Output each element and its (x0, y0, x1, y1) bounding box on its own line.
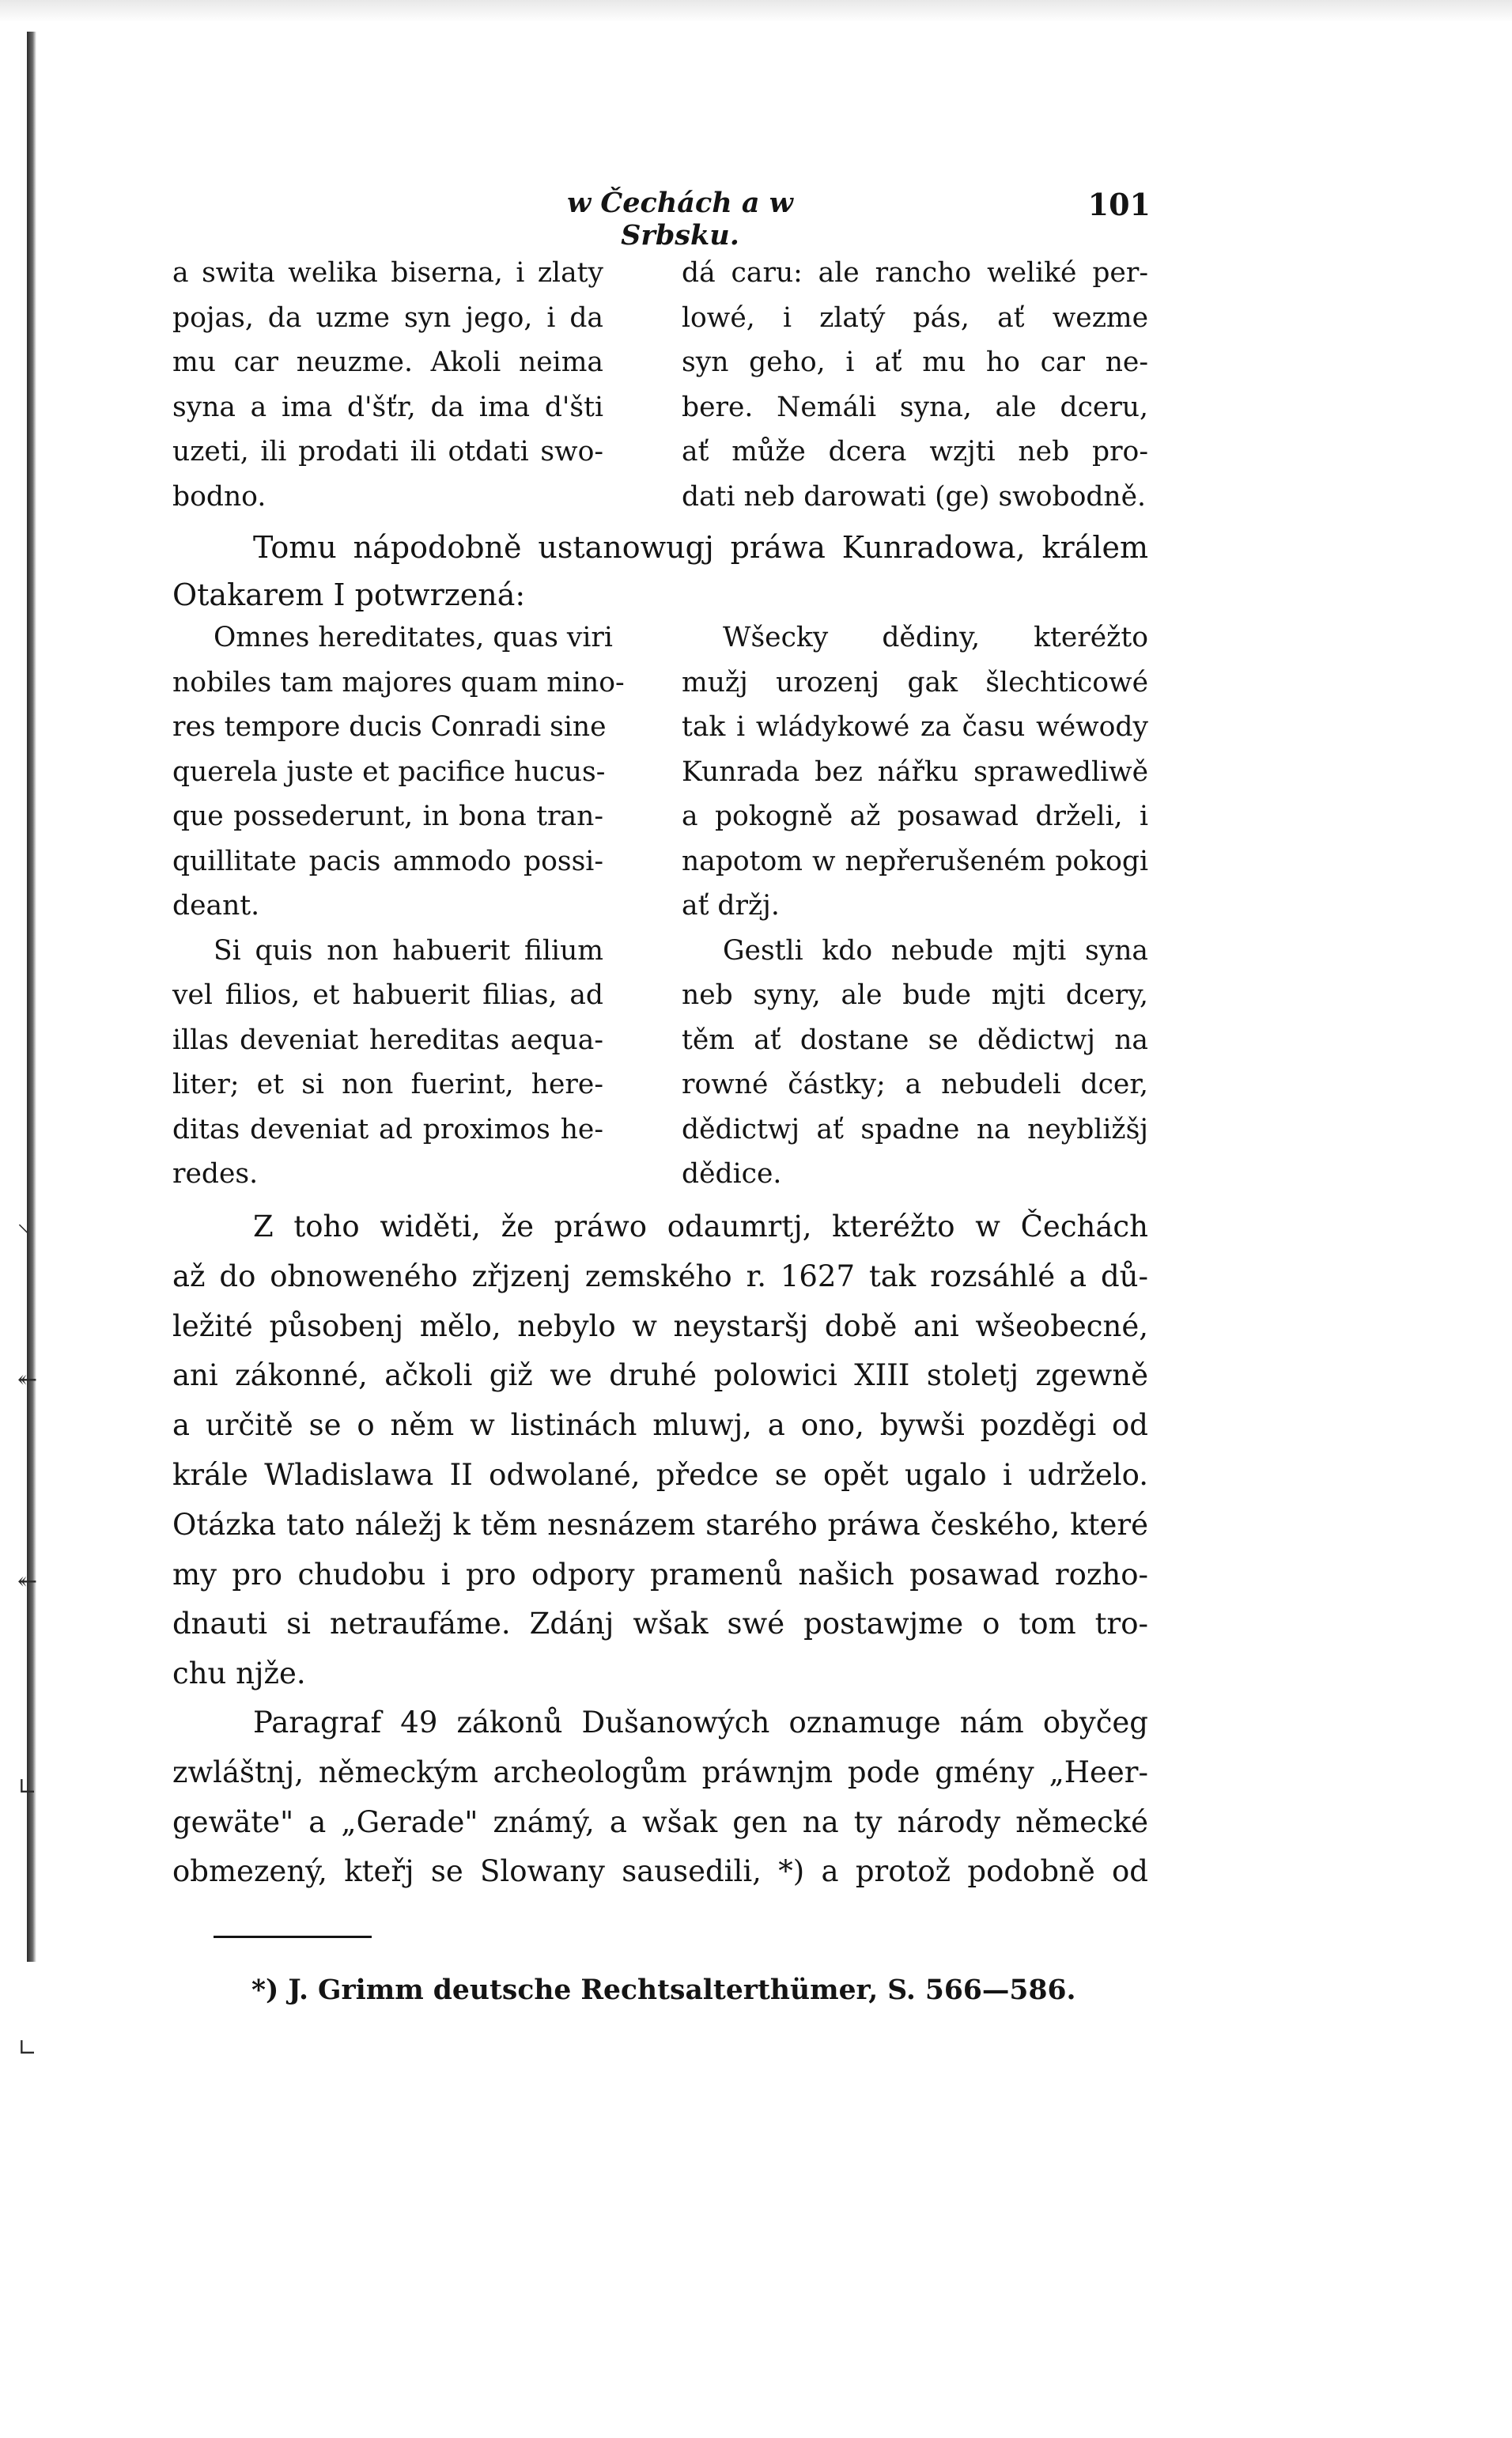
text-line: redes. (172, 1158, 259, 1190)
text-line: dědictwj ať spadne na neybližšj (682, 1113, 1148, 1145)
text-line: liter; et si non fuerint, here- (172, 1069, 603, 1100)
scan-left-edge (27, 32, 36, 1962)
text-line: ditas deveniat ad proximos he- (172, 1113, 603, 1145)
text-line: querela juste et pacifice hucus- (172, 755, 606, 788)
section1-czech-text (682, 251, 1148, 519)
intro-paragraph (172, 524, 1148, 619)
text-line: vel filios, et habuerit filias, ad (172, 979, 603, 1011)
text-line: lowé, i zlatý pás, ať wezme (682, 301, 1148, 334)
text-line: chu njže. (172, 1656, 306, 1691)
section2-czech-text (682, 615, 1148, 1197)
page-header (0, 187, 1512, 252)
text-line: nobiles tam majores quam mino- (172, 666, 625, 698)
scan-top-shadow (0, 0, 1512, 22)
text-line: Otázka tato náležj k těm nesnázem starého práwa českého, které (172, 1507, 1148, 1542)
text-line: rowné částky; a nebudeli dcer, (682, 1069, 1148, 1100)
text-line: Kunrada bez nářku sprawedliwě (682, 755, 1148, 788)
text-line: ať může dcera wzjti neb pro- (682, 436, 1148, 468)
text-line: mužj urozenj gak šlechticowé (682, 666, 1148, 698)
text-line: a určitě se o něm w listinách mluwj, a ono, bywši pozděgi od (172, 1408, 1148, 1443)
text-line: těm ať dostane se dědictwj na (682, 1024, 1148, 1056)
text-line: a swita welika biserna, i zlaty (172, 257, 603, 289)
text-line: ať držj. (682, 890, 780, 922)
scan-artifact-mark: ↞ (17, 1366, 38, 1394)
text-line: pojas, da uzme syn jego, i da (172, 301, 603, 334)
text-line: Omnes hereditates, quas viri (214, 622, 613, 653)
text-line: res tempore ducis Conradi sine (172, 711, 607, 743)
text-line: napotom w nepřerušeném pokogi (682, 845, 1148, 877)
section2-latin-text (172, 615, 625, 1197)
text-line: obmezený, kteřj se Slowany sausedili, *) a protož podobně od (172, 1854, 1148, 1889)
scan-artifact-mark: ↞ (17, 1568, 38, 1596)
text-line: neb syny, ale bude mjti dcery, (682, 979, 1148, 1011)
text-line: až do obnoweného zřjzenj zemského r. 1627 tak rozsáhlé a dů- (172, 1259, 1148, 1293)
text-line: deant. (172, 890, 260, 922)
scan-artifact-mark: ∟ (17, 1774, 38, 1801)
page-number: 101 (1087, 187, 1151, 222)
text-line: que possederunt, in bona tran- (172, 801, 603, 832)
text-line: syna a ima d'šťr, da ima d'šti (172, 391, 603, 423)
scan-artifact-mark: ∟ (17, 2035, 38, 2062)
body-paragraph-2 (172, 1698, 1148, 1897)
text-line: Si quis non habuerit filium (214, 934, 603, 967)
text-line: my pro chudobu i pro odpory pramenů našich posawad rozho- (172, 1557, 1148, 1592)
text-line: ani zákonné, ačkoli giž we druhé polowici XIII stoletj zgewně (172, 1358, 1148, 1393)
text-line: zwláštnj, německým archeologům práwnjm pode gmény „Heer- (172, 1755, 1148, 1789)
text-line: Gestli kdo nebude mjti syna (723, 934, 1148, 967)
text-line: Tomu nápodobně ustanowugj práwa Kunradowa, králem (253, 530, 1148, 565)
scan-artifact-mark: ⸌ (17, 1220, 29, 1247)
text-line: bere. Nemáli syna, ale dceru, (682, 391, 1148, 423)
text-line: dá caru: ale rancho weliké per- (682, 257, 1148, 289)
text-line: dati neb darowati (ge) swobodně. (682, 480, 1147, 513)
running-title: w Čechách a w Srbsku. (567, 187, 793, 252)
text-line: quillitate pacis ammodo possi- (172, 845, 603, 877)
text-line: dnauti si netraufáme. Zdánj wšak swé postawjme o tom tro- (172, 1607, 1148, 1641)
text-line: krále Wladislawa II odwolané, předce se opět ugalo i udrželo. (172, 1457, 1148, 1492)
text-line: Paragraf 49 zákonů Dušanowých oznamuge nám obyčeg (253, 1705, 1148, 1740)
text-line: a pokogně až posawad drželi, i (682, 801, 1148, 832)
text-line: dědice. (682, 1158, 782, 1190)
body-paragraph-1 (172, 1202, 1148, 1699)
text-line: ležité působenj mělo, nebylo w neystaršj době ani wšeobecné, (172, 1308, 1148, 1343)
footnote-separator (214, 1936, 372, 1938)
text-line: gewäte" a „Gerade" známý, a wšak gen na ty národy německé (172, 1804, 1148, 1839)
text-line: uzeti, ili prodati ili otdati swo- (172, 436, 603, 468)
text-line: syn geho, i ať mu ho car ne- (682, 346, 1148, 378)
text-line: tak i wládykowé za času wéwody (682, 711, 1148, 743)
text-line: mu car neuzme. Akoli neima (172, 346, 603, 378)
text-line: Z toho widěti, že práwo odaumrtj, kteréžto w Čechách (253, 1210, 1148, 1244)
text-line: Wšecky dědiny, kteréžto (723, 622, 1148, 653)
text-line: Otakarem I potwrzená: (172, 577, 526, 612)
text-line: bodno. (172, 480, 266, 513)
text-line: illas deveniat hereditas aequa- (172, 1024, 603, 1056)
section1-serbian-text (172, 251, 603, 519)
footnote: *) J. Grimm deutsche Rechtsalterthümer, S. 566—586. (251, 1974, 1076, 2006)
